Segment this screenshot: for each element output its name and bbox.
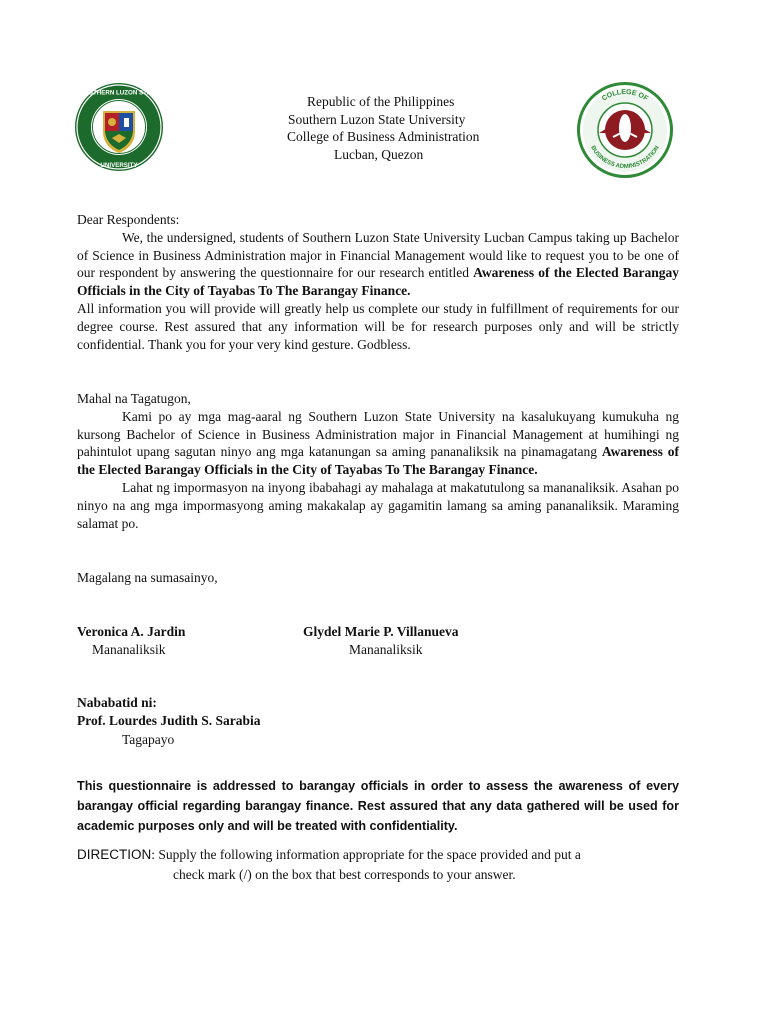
direction-text-1: : Supply the following information appropriate for the space provided and put a <box>151 847 581 862</box>
header-university: Southern Luzon State University <box>288 111 466 127</box>
signatory-2-name: Glydel Marie P. Villanueva <box>303 624 459 639</box>
svg-text:1964: 1964 <box>112 155 126 161</box>
direction-line-1 <box>77 845 697 865</box>
slsu-seal-icon <box>74 81 164 173</box>
letterhead <box>230 93 560 163</box>
filipino-letter <box>77 390 679 532</box>
direction-label: DIRECTION <box>77 847 152 862</box>
signatory-1-role: Mananaliksik <box>92 642 166 657</box>
svg-text:UNIVERSITY: UNIVERSITY <box>100 162 138 169</box>
direction-block <box>77 845 697 884</box>
filipino-salutation: Mahal na Tagatugon, <box>77 391 191 406</box>
header-college: College of Business Administration <box>287 129 480 144</box>
english-paragraph-2: All information you will provide will greatly help us complete our study in fulfillment of requirements for our degree course. Rest assured that any information will be for research purposes only and will be strictly confidential. Thank you for your very kind gesture. Godbless. <box>77 300 679 352</box>
english-salutation: Dear Respondents: <box>77 212 180 227</box>
direction-line-2: check mark (/) on the box that best corresponds to your answer. <box>173 866 516 882</box>
cba-seal-icon <box>575 81 675 179</box>
header-location: Lucban, Quezon <box>334 146 424 162</box>
filipino-paragraph-1-text: Kami po ay mga mag-aaral ng Southern Luzon State University na kasalukuyang kumukuha ng kursong Bachelor of Science in Business Administration major in Financial Management at humihingi ng pahintulot upang sagutan ninyo ang mga katanungan sa aming pananaliksik na pinamagatang <box>77 408 679 460</box>
questionnaire-note: This questionnaire is addressed to barangay officials in order to assess the awareness of every barangay official regarding barangay finance. Rest assured that any data gathered will be used for academic purposes only and will be treated with confidentiality. <box>77 779 679 833</box>
english-letter <box>77 211 679 353</box>
svg-text:BUSINESS ADMINISTRATION: BUSINESS ADMINISTRATION <box>589 145 661 171</box>
svg-text:COLLEGE OF: COLLEGE OF <box>600 88 650 103</box>
noted-label: Nababatid ni: <box>77 695 157 710</box>
english-research-title: Awareness of the Elected Barangay Officials in the City of Tayabas To The Barangay Finance. <box>77 265 679 299</box>
english-paragraph-1 <box>77 229 679 300</box>
svg-text:SOUTHERN LUZON STATE: SOUTHERN LUZON STATE <box>79 89 159 97</box>
adviser-role: Tagapayo <box>122 732 175 747</box>
filipino-paragraph-1 <box>77 408 679 479</box>
english-paragraph-1-text: We, the undersigned, students of Southern Luzon State University Lucban Campus taking up Bachelor of Science in Business Administration major in Financial Management would like to request you to be one of our respondent by answering the questionnaire for our research entitled <box>77 229 679 281</box>
closing: Magalang na sumasainyo, <box>77 570 218 585</box>
signatory-1-name: Veronica A. Jardin <box>77 624 186 639</box>
filipino-paragraph-2: Lahat ng impormasyon na inyong ibabahagi ay mahalaga at makatutulong sa mananaliksik. Asahan po ninyo na ang mga impormasyong aming makakalap ay gagamitin lamang sa aming pananaliksik. Maraming salamat po. <box>77 479 679 531</box>
filipino-research-title: Awareness of the Elected Barangay Officials in the City of Tayabas To The Barangay Finance. <box>77 444 679 478</box>
header-country: Republic of the Philippines <box>307 94 455 109</box>
signatory-2-role: Mananaliksik <box>349 642 423 657</box>
adviser-name: Prof. Lourdes Judith S. Sarabia <box>77 713 261 728</box>
